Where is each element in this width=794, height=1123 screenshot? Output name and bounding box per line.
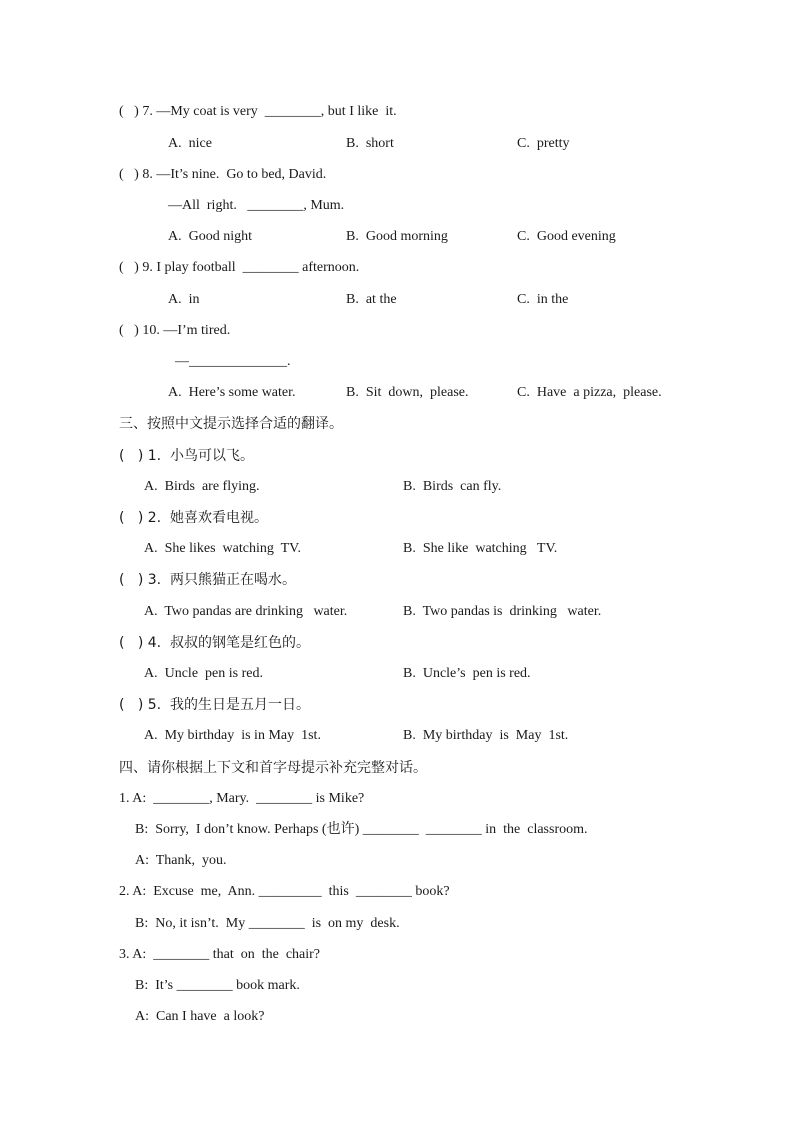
dialogue-2-line-b: B: No, it isn’t. My ________ is on my desk. — [135, 916, 400, 931]
question-10-option-c: C. Have a pizza, please. — [517, 385, 662, 400]
dialogue-3-line-a: 3. A: ________ that on the chair? — [119, 947, 321, 962]
translation-4-question: ( ) 4. 叔叔的钢笔是红色的。 — [119, 635, 310, 651]
question-10-option-b: B. Sit down, please. — [346, 385, 469, 400]
dialogue-3-line-a2: A: Can I have a look? — [135, 1009, 265, 1024]
question-9-option-c: C. in the — [517, 292, 569, 307]
dialogue-1-line-a: 1. A: ________, Mary. ________ is Mike? — [119, 791, 365, 806]
question-7-option-b: B. short — [346, 136, 394, 151]
question-8-option-c: C. Good evening — [517, 229, 616, 244]
translation-5-option-b: B. My birthday is May 1st. — [403, 728, 569, 743]
translation-3-question: ( ) 3. 两只熊猫正在喝水。 — [119, 572, 296, 588]
question-8-option-a: A. Good night — [168, 229, 252, 244]
question-10-option-a: A. Here’s some water. — [168, 385, 296, 400]
section-4-title: 四、请你根据上下文和首字母提示补充完整对话。 — [119, 760, 427, 776]
translation-1-option-a: A. Birds are flying. — [144, 479, 260, 494]
translation-2-option-b: B. She like watching TV. — [403, 541, 558, 556]
translation-2-question: ( ) 2. 她喜欢看电视。 — [119, 510, 268, 526]
question-9-option-b: B. at the — [346, 292, 397, 307]
question-10-stem: ( ) 10. —I’m tired. — [119, 323, 231, 338]
translation-3-option-b: B. Two pandas is drinking water. — [403, 604, 602, 619]
translation-5-question: ( ) 5. 我的生日是五月一日。 — [119, 697, 310, 713]
translation-3-option-a: A. Two pandas are drinking water. — [144, 604, 348, 619]
question-9-stem: ( ) 9. I play football ________ afternoon. — [119, 260, 360, 275]
question-8-reply: —All right. ________, Mum. — [168, 198, 345, 213]
dialogue-1-line-b: B: Sorry, I don’t know. Perhaps (也许) ________ ________ in the classroom. — [135, 822, 588, 837]
translation-4-option-b: B. Uncle’s pen is red. — [403, 666, 531, 681]
translation-4-option-a: A. Uncle pen is red. — [144, 666, 263, 681]
dialogue-2-line-a: 2. A: Excuse me, Ann. _________ this ________ book? — [119, 884, 450, 899]
dialogue-3-line-b: B: It’s ________ book mark. — [135, 978, 300, 993]
question-8-option-b: B. Good morning — [346, 229, 448, 244]
question-7-stem: ( ) 7. —My coat is very ________, but I like it. — [119, 104, 397, 119]
section-3-title: 三、按照中文提示选择合适的翻译。 — [119, 416, 343, 432]
translation-5-option-a: A. My birthday is in May 1st. — [144, 728, 321, 743]
question-8-stem: ( ) 8. —It’s nine. Go to bed, David. — [119, 167, 327, 182]
question-10-reply: —______________. — [175, 354, 291, 369]
translation-1-option-b: B. Birds can fly. — [403, 479, 502, 494]
translation-2-option-a: A. She likes watching TV. — [144, 541, 301, 556]
question-7-option-a: A. nice — [168, 136, 212, 151]
dialogue-1-line-a2: A: Thank, you. — [135, 853, 227, 868]
question-7-option-c: C. pretty — [517, 136, 570, 151]
question-9-option-a: A. in — [168, 292, 200, 307]
translation-1-question: ( ) 1. 小鸟可以飞。 — [119, 448, 254, 464]
